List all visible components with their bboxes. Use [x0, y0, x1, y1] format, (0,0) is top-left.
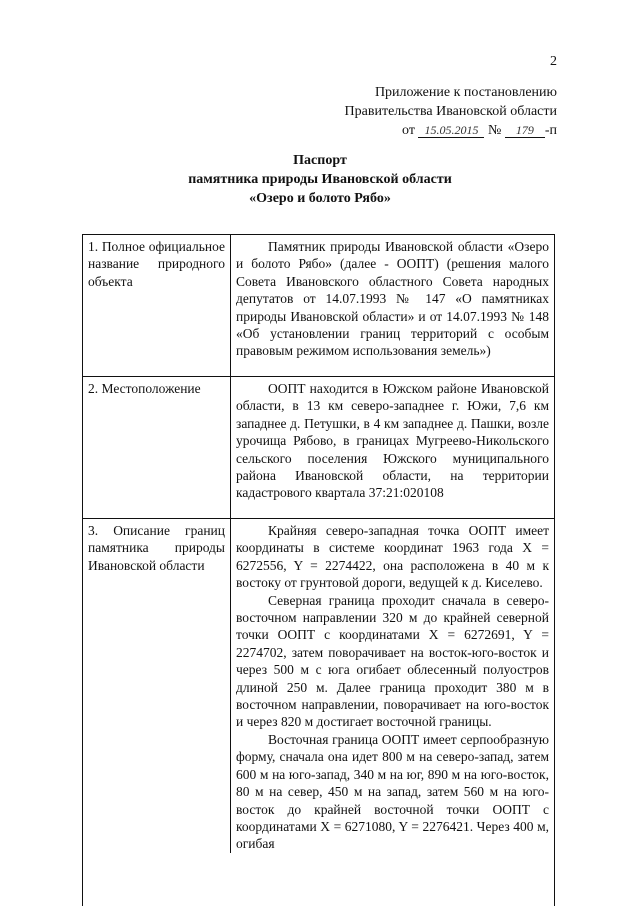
appendix-line-3 [237, 121, 557, 140]
title-line-1: Паспорт [293, 153, 347, 168]
table-row [83, 377, 554, 519]
title-line-2: памятника природы Ивановской области [188, 172, 452, 187]
handwritten-date: 15.05.2015 [418, 123, 484, 138]
appendix-header [237, 83, 557, 140]
row-paragraph: Крайняя северо-западная точка ООПТ имеет координаты в системе координат 1963 года X = 6272556, Y = 2274422, она расположена в 40 м к востоку от грунтовой дороги, ведущей к д. Киселево. [236, 523, 549, 591]
passport-table [82, 234, 555, 906]
row-content [231, 377, 554, 518]
page-number: 2 [550, 54, 557, 69]
from-label: от [402, 123, 415, 138]
row-content [231, 235, 554, 376]
row-paragraph: Северная граница проходит сначала в северо-восточном направлении 320 м до крайней северной точки ООПТ с координатами X = 6272691, Y = 2274702, затем поворачивает на восток-юго-восток и через 500 м с юга огибает облесенный полуостров длиной 250 м. Далее граница проходит 380 м в восточном направлении, поворачивает на юго-восток и через 820 м достигает восточной границы. [236, 592, 549, 730]
row-label: 3. Описание границ памятника природы Ивановской области [83, 519, 231, 853]
row-content [231, 519, 554, 853]
table-row [83, 519, 554, 853]
document-title [0, 151, 640, 208]
row-paragraph: Восточная граница ООПТ имеет серпообразную форму, сначала она идет 800 м на северо-запад, затем 600 м на юго-запад, 340 м на юг, 890 м на юго-восток, 80 м на север, 450 м на запад, затем 560 м на юго-восток до крайней восточной точки ООПТ с координатами X = 6271080, Y = 2276421. Через 400 м, огибая [236, 731, 549, 852]
number-suffix: -п [544, 123, 557, 138]
handwritten-number: 179 [505, 123, 545, 138]
row-label: 2. Местоположение [83, 377, 231, 518]
number-sign: № [487, 123, 502, 138]
appendix-line-1: Приложение к постановлению [374, 85, 557, 100]
title-line-3: «Озеро и болото Рябо» [249, 191, 391, 206]
row-paragraph: ООПТ находится в Южском районе Ивановской области, в 13 км северо-западнее г. Южи, 7,6 км западнее д. Петушки, в 4 км западнее д. Пашки, возле урочища Рябово, в границах Мугреево-Никольского сельского поселения Южского муниципального района Ивановской области, на территории кадастрового квартала 37:21:020108 [236, 381, 549, 501]
appendix-line-2: Правительства Ивановской области [344, 104, 557, 119]
row-label: 1. Полное официальное название природного объекта [83, 235, 231, 376]
row-paragraph: Памятник природы Ивановской области «Озеро и болото Рябо» (далее - ООПТ) (решения малого Совета Ивановского областного Совета народных депутатов от 14.07.1993 № 147 «О памятниках природы Ивановской области» и от 14.07.1993 № 148 «Об установлении границ территорий с особым правовым режимом использования земель») [236, 239, 549, 359]
table-row [83, 235, 554, 377]
